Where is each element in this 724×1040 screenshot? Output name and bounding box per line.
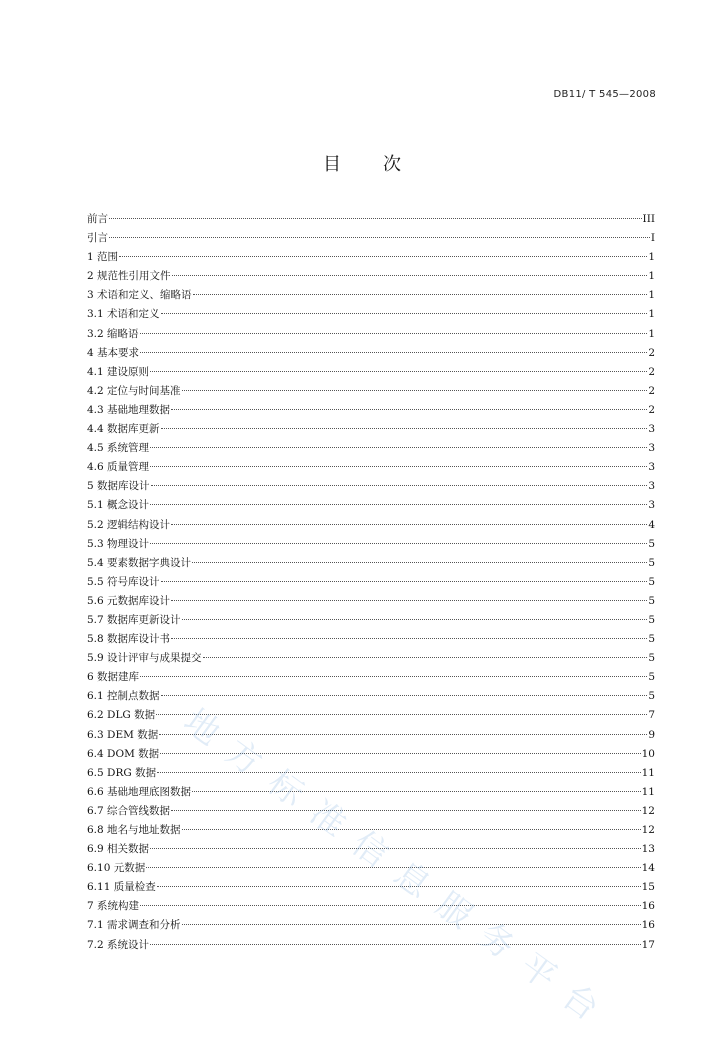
toc-entry-page: 1 bbox=[648, 308, 655, 321]
toc-entry-page: 9 bbox=[648, 728, 655, 741]
toc-entry-page: 1 bbox=[648, 251, 655, 264]
toc-leader-dots bbox=[140, 333, 648, 334]
toc-entry[interactable] bbox=[87, 859, 655, 878]
toc-leader-dots bbox=[157, 772, 641, 773]
toc-entry-label: 7.1 需求调查和分析 bbox=[87, 919, 181, 932]
toc-entry-page: 1 bbox=[648, 289, 655, 302]
toc-entry[interactable] bbox=[87, 382, 655, 401]
toc-leader-dots bbox=[150, 944, 641, 945]
toc-entry-label: 5.8 数据库设计书 bbox=[87, 633, 171, 646]
toc-entry-label: 5.2 逻辑结构设计 bbox=[87, 518, 171, 531]
toc-entry-label: 1 范围 bbox=[87, 251, 119, 264]
title-char-2: 次 bbox=[383, 154, 401, 175]
toc-entry[interactable] bbox=[87, 878, 655, 897]
toc-leader-dots bbox=[150, 371, 647, 372]
toc-entry[interactable] bbox=[87, 897, 655, 916]
toc-entry[interactable] bbox=[87, 554, 655, 573]
toc-leader-dots bbox=[171, 409, 647, 410]
toc-entry-page: 4 bbox=[648, 518, 655, 531]
toc-entry-label: 4.6 质量管理 bbox=[87, 461, 150, 474]
toc-entry-page: 16 bbox=[641, 900, 655, 913]
toc-entry[interactable] bbox=[87, 840, 655, 859]
toc-entry-label: 6 数据建库 bbox=[87, 671, 140, 684]
toc-entry-page: I bbox=[650, 232, 655, 245]
toc-entry[interactable] bbox=[87, 706, 655, 725]
toc-entry-label: 6.11 质量检查 bbox=[87, 881, 156, 894]
toc-leader-dots bbox=[159, 734, 647, 735]
toc-entry-label: 4.4 数据库更新 bbox=[87, 423, 160, 436]
toc-entry[interactable] bbox=[87, 496, 655, 515]
toc-entry-label: 5.4 要素数据字典设计 bbox=[87, 556, 192, 569]
toc-leader-dots bbox=[160, 753, 640, 754]
toc-entry-page: 11 bbox=[641, 785, 655, 798]
title-char-1: 目 bbox=[323, 154, 341, 175]
toc-leader-dots bbox=[203, 657, 648, 658]
toc-leader-dots bbox=[150, 543, 647, 544]
toc-entry-page: 7 bbox=[648, 709, 655, 722]
toc-entry[interactable] bbox=[87, 611, 655, 630]
toc-entry-page: 2 bbox=[648, 403, 655, 416]
toc-entry-label: 3 术语和定义、缩略语 bbox=[87, 289, 192, 302]
toc-entry[interactable] bbox=[87, 802, 655, 821]
document-code: DB11/ T 545—2008 bbox=[553, 89, 656, 100]
toc-leader-dots bbox=[109, 237, 650, 238]
toc-leader-dots bbox=[140, 905, 641, 906]
toc-entry-label: 6.8 地名与地址数据 bbox=[87, 824, 181, 836]
toc-entry-page: 1 bbox=[648, 327, 655, 340]
toc-leader-dots bbox=[146, 867, 640, 868]
toc-entry-label: 5.9 设计评审与成果提交 bbox=[87, 652, 202, 665]
toc-entry-page: 11 bbox=[641, 766, 655, 779]
page-title bbox=[0, 150, 724, 176]
toc-entry[interactable] bbox=[87, 229, 655, 248]
toc-leader-dots bbox=[171, 524, 647, 525]
toc-entry[interactable] bbox=[87, 916, 655, 935]
toc-entry-label: 6.4 DOM 数据 bbox=[87, 747, 160, 760]
toc-entry-label: 6.7 综合管线数据 bbox=[87, 804, 171, 817]
toc-leader-dots bbox=[172, 275, 648, 276]
toc-entry-label: 5 数据库设计 bbox=[87, 480, 150, 493]
toc-leader-dots bbox=[150, 447, 647, 448]
toc-leader-dots bbox=[140, 676, 647, 677]
toc-entry-page: 12 bbox=[641, 804, 655, 817]
toc-leader-dots bbox=[150, 466, 647, 467]
toc-entry-page: 5 bbox=[648, 613, 655, 626]
toc-entry[interactable] bbox=[87, 363, 655, 382]
toc-entry-label: 5.1 概念设计 bbox=[87, 499, 150, 512]
toc-entry[interactable] bbox=[87, 764, 655, 783]
toc-entry-page: 15 bbox=[641, 881, 655, 894]
toc-entry-label: 6.10 元数据 bbox=[87, 862, 146, 875]
toc-entry-label: 6.6 基础地理底图数据 bbox=[87, 785, 192, 798]
toc-entry[interactable] bbox=[87, 305, 655, 324]
toc-entry-label: 4.3 基础地理数据 bbox=[87, 403, 171, 416]
toc-leader-dots bbox=[171, 600, 647, 601]
toc-entry[interactable] bbox=[87, 325, 655, 344]
toc-entry[interactable] bbox=[87, 573, 655, 592]
toc-entry-label: 4.1 建设原则 bbox=[87, 365, 150, 378]
toc-entry-label: 5.6 元数据库设计 bbox=[87, 594, 171, 607]
toc-leader-dots bbox=[192, 562, 647, 563]
toc-entry[interactable] bbox=[87, 516, 655, 535]
toc-entry[interactable] bbox=[87, 535, 655, 554]
toc-leader-dots bbox=[157, 886, 641, 887]
toc-entry[interactable] bbox=[87, 783, 655, 802]
toc-entry-label: 2 规范性引用文件 bbox=[87, 270, 171, 283]
toc-entry-label: 5.7 数据库更新设计 bbox=[87, 613, 181, 626]
toc-entry-page: 10 bbox=[641, 747, 655, 760]
toc-entry[interactable] bbox=[87, 458, 655, 477]
toc-leader-dots bbox=[119, 256, 647, 257]
toc-entry[interactable] bbox=[87, 649, 655, 668]
toc-entry-page: 14 bbox=[641, 862, 655, 875]
watermark: 地方标准信息服务平台 bbox=[176, 701, 621, 1040]
toc-leader-dots bbox=[150, 504, 647, 505]
toc-entry-page: III bbox=[642, 213, 655, 225]
table-of-contents bbox=[87, 210, 655, 955]
toc-entry[interactable] bbox=[87, 630, 655, 649]
toc-entry-page: 2 bbox=[648, 346, 655, 359]
toc-entry[interactable] bbox=[87, 267, 655, 286]
toc-entry-label: 4 基本要求 bbox=[87, 346, 140, 359]
toc-entry[interactable] bbox=[87, 344, 655, 363]
toc-entry-page: 5 bbox=[648, 575, 655, 588]
toc-entry-page: 5 bbox=[648, 633, 655, 646]
toc-entry-label: 4.2 定位与时间基准 bbox=[87, 384, 181, 397]
toc-entry-page: 13 bbox=[641, 843, 655, 856]
toc-entry[interactable] bbox=[87, 592, 655, 611]
toc-leader-dots bbox=[161, 428, 648, 429]
toc-entry[interactable] bbox=[87, 687, 655, 706]
toc-entry-page: 1 bbox=[648, 270, 655, 283]
toc-entry-page: 12 bbox=[641, 824, 655, 836]
toc-entry-label: 6.1 控制点数据 bbox=[87, 690, 160, 703]
toc-entry-page: 3 bbox=[648, 480, 655, 493]
toc-entry[interactable] bbox=[87, 821, 655, 840]
toc-entry[interactable] bbox=[87, 439, 655, 458]
toc-entry[interactable] bbox=[87, 210, 655, 229]
toc-entry-page: 3 bbox=[648, 442, 655, 455]
toc-entry[interactable] bbox=[87, 936, 655, 955]
toc-leader-dots bbox=[182, 924, 641, 925]
toc-entry-page: 5 bbox=[648, 690, 655, 703]
toc-leader-dots bbox=[182, 619, 648, 620]
toc-entry-page: 2 bbox=[648, 365, 655, 378]
toc-entry-label: 3.2 缩略语 bbox=[87, 327, 139, 340]
toc-entry[interactable] bbox=[87, 477, 655, 496]
toc-entry-label: 前言 bbox=[87, 213, 108, 225]
toc-entry-page: 5 bbox=[648, 652, 655, 665]
toc-leader-dots bbox=[182, 829, 641, 830]
toc-entry-label: 4.5 系统管理 bbox=[87, 442, 150, 455]
toc-entry-page: 5 bbox=[648, 537, 655, 550]
toc-leader-dots bbox=[171, 638, 647, 639]
toc-entry-label: 7 系统构建 bbox=[87, 900, 140, 913]
toc-entry-label: 6.2 DLG 数据 bbox=[87, 709, 156, 722]
toc-leader-dots bbox=[182, 390, 648, 391]
toc-entry-label: 5.5 符号库设计 bbox=[87, 575, 160, 588]
toc-leader-dots bbox=[171, 810, 641, 811]
toc-leader-dots bbox=[193, 294, 648, 295]
toc-entry[interactable] bbox=[87, 401, 655, 420]
toc-entry[interactable] bbox=[87, 286, 655, 305]
toc-entry[interactable] bbox=[87, 726, 655, 745]
toc-entry[interactable] bbox=[87, 668, 655, 687]
toc-entry[interactable] bbox=[87, 420, 655, 439]
toc-entry-page: 5 bbox=[648, 556, 655, 569]
toc-entry-label: 3.1 术语和定义 bbox=[87, 308, 160, 321]
toc-leader-dots bbox=[161, 581, 648, 582]
toc-entry-label: 5.3 物理设计 bbox=[87, 537, 150, 550]
toc-leader-dots bbox=[161, 313, 648, 314]
toc-entry-label: 6.9 相关数据 bbox=[87, 843, 150, 856]
toc-entry-page: 3 bbox=[648, 423, 655, 436]
toc-entry-page: 5 bbox=[648, 594, 655, 607]
toc-entry[interactable] bbox=[87, 745, 655, 764]
toc-leader-dots bbox=[161, 695, 648, 696]
toc-entry-page: 3 bbox=[648, 499, 655, 512]
toc-entry[interactable] bbox=[87, 248, 655, 267]
toc-entry-label: 6.5 DRG 数据 bbox=[87, 766, 157, 779]
toc-leader-dots bbox=[150, 848, 641, 849]
toc-entry-label: 引言 bbox=[87, 232, 108, 245]
toc-leader-dots bbox=[109, 218, 642, 219]
toc-leader-dots bbox=[140, 352, 647, 353]
toc-leader-dots bbox=[156, 714, 647, 715]
toc-entry-page: 16 bbox=[641, 919, 655, 932]
toc-entry-page: 5 bbox=[648, 671, 655, 684]
toc-entry-label: 6.3 DEM 数据 bbox=[87, 728, 159, 741]
toc-entry-page: 17 bbox=[641, 938, 655, 951]
toc-leader-dots bbox=[192, 791, 641, 792]
toc-entry-page: 2 bbox=[648, 384, 655, 397]
toc-entry-page: 3 bbox=[648, 461, 655, 474]
toc-leader-dots bbox=[151, 485, 648, 486]
toc-entry-label: 7.2 系统设计 bbox=[87, 938, 150, 951]
